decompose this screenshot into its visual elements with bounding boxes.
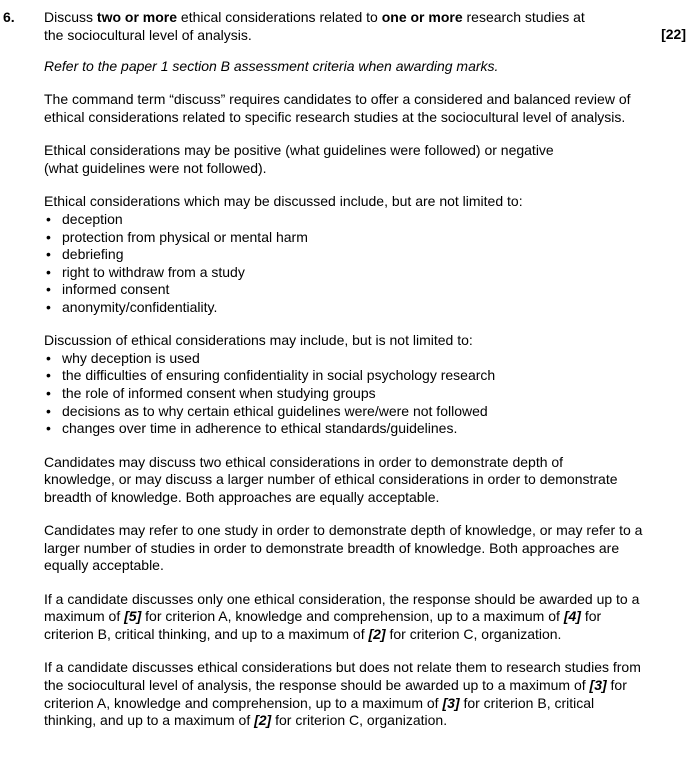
- no-relation-paragraph: If a candidate discusses ethical considerations but does not relate them to research studies from the sociocultural level of analysis, the response should be awarded up to a maximum of [3] for criterion A, knowledge and comprehension, up to a maximum of [3] for criterion B, critical thinking, and up to a maximum of [2] for criterion C, organization.: [44, 659, 641, 729]
- markscheme-content: [44, 9, 644, 730]
- discussion-points-list: [44, 350, 644, 438]
- depth-breadth-considerations-paragraph: Candidates may discuss two ethical considerations in order to demonstrate depth of knowledge, or may discuss a larger number of ethical considerations in order to demonstrate breadth of knowledge. Both approaches are equally acceptable.: [44, 453, 618, 505]
- question-marks: [22]: [661, 26, 686, 42]
- list2-intro: Discussion of ethical considerations may include, but is not limited to:: [44, 332, 473, 349]
- question-prompt: Discuss two or more ethical considerations related to one or more research studies at the sociocultural level of analysis.: [44, 9, 585, 43]
- positive-negative-paragraph: Ethical considerations may be positive (what guidelines were followed) or negative (what guidelines were not followed).: [44, 142, 554, 176]
- list-item: • anonymity/confidentiality.: [44, 299, 644, 317]
- question-number: 6.: [3, 9, 15, 25]
- depth-breadth-studies-paragraph: Candidates may refer to one study in order to demonstrate depth of knowledge, or may refer to a larger number of studies in order to demonstrate breadth of knowledge. Both approaches are equally acceptable.: [44, 522, 643, 574]
- list-item: • the role of informed consent when studying groups: [44, 385, 644, 403]
- list-item: • debriefing: [44, 246, 644, 264]
- ethical-considerations-list: [44, 211, 644, 317]
- one-consideration-paragraph: If a candidate discusses only one ethical consideration, the response should be awarded up to a maximum of [5] for criterion A, knowledge and comprehension, up to a maximum of [4] for criterion B, critical thinking, and up to a maximum of [2] for criterion C, organization.: [44, 590, 640, 642]
- list-item: • right to withdraw from a study: [44, 264, 644, 282]
- list-item: • informed consent: [44, 281, 644, 299]
- list-item: • decisions as to why certain ethical guidelines were/were not followed: [44, 403, 644, 421]
- command-term-paragraph: The command term “discuss” requires candidates to offer a considered and balanced review of ethical considerations related to specific research studies at the sociocultural level of analysis.: [44, 91, 631, 125]
- list-item: • the difficulties of ensuring confidentiality in social psychology research: [44, 367, 644, 385]
- list-item: • deception: [44, 211, 644, 229]
- list-item: • why deception is used: [44, 350, 644, 368]
- list-item: • protection from physical or mental harm: [44, 229, 644, 247]
- list-item: • changes over time in adherence to ethical standards/guidelines.: [44, 420, 644, 438]
- assessment-instruction: Refer to the paper 1 section B assessment criteria when awarding marks.: [44, 57, 499, 74]
- list1-intro: Ethical considerations which may be discussed include, but are not limited to:: [44, 193, 523, 210]
